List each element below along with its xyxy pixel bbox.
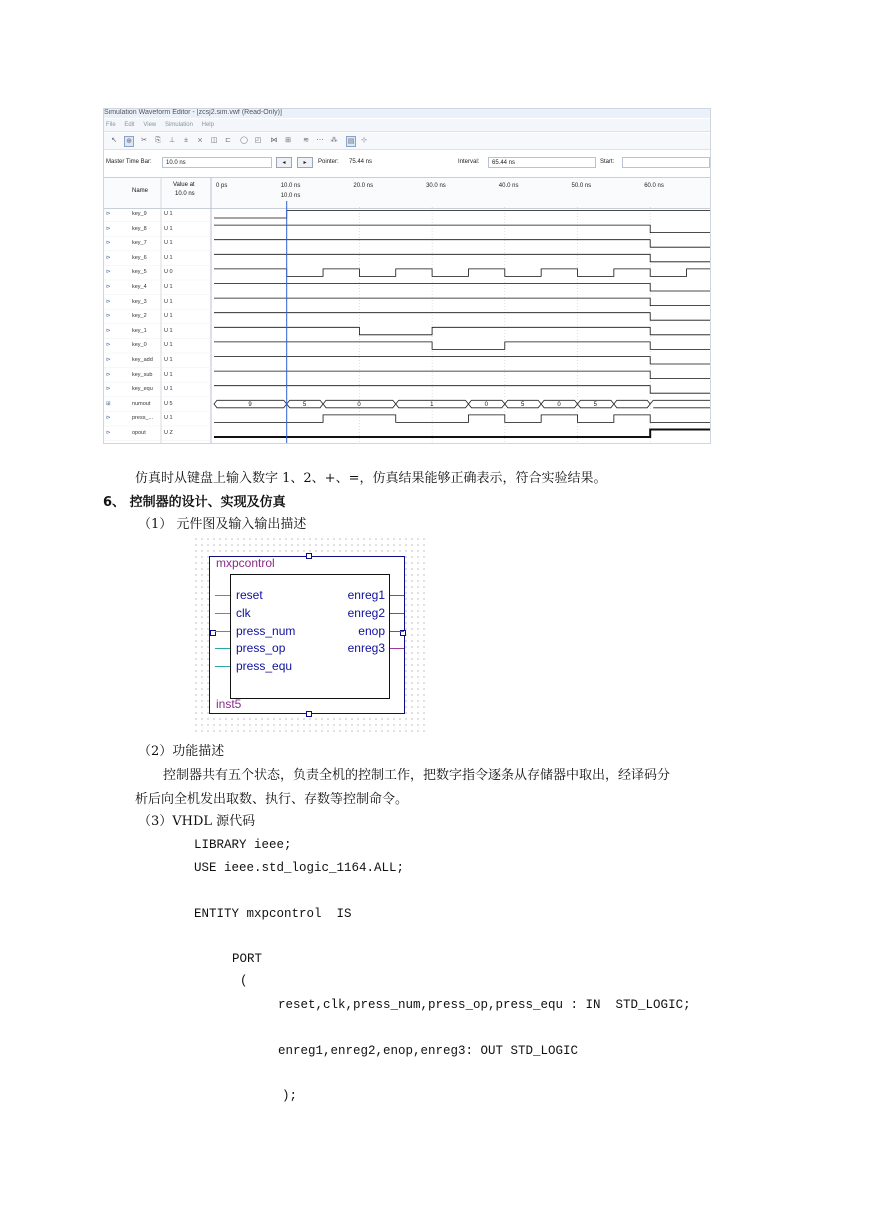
code-line-library: LIBRARY ieee; [194, 838, 292, 852]
input-pin-icon: ⊳ [106, 254, 111, 261]
arbitrary-value-icon[interactable]: ◯ [240, 137, 248, 144]
master-time-bar-label: Master Time Bar: [106, 159, 152, 165]
pin-line-press-op [215, 648, 230, 649]
symbol-instance: inst5 [216, 697, 242, 711]
bus-value-label: 0 [484, 401, 488, 408]
count-value-icon[interactable]: ◫ [210, 137, 218, 144]
value-column-header-2: 10.0 ns [175, 191, 195, 197]
signal-row[interactable] [104, 295, 212, 310]
signal-name: key_0 [132, 342, 147, 349]
signal-value: U 1 [164, 327, 173, 334]
signal-value: U 1 [164, 357, 173, 363]
signal-name: key_1 [132, 327, 147, 334]
simulation-note: 仿真时从键盘上输入数字 1、2、+、=，仿真结果能够正确表示，符合实验结果。 [135, 471, 607, 486]
signal-value: U 5 [164, 400, 173, 407]
snap-grid-icon[interactable]: ≋ [303, 137, 309, 144]
bus-segment [614, 400, 650, 408]
signal-trace [214, 225, 710, 233]
overwrite-icon[interactable]: ▤ [347, 138, 355, 145]
signal-name: opout [132, 430, 146, 436]
prev-transition-button[interactable]: ◂ [276, 157, 292, 168]
signal-row[interactable] [104, 309, 212, 324]
output-pin-icon: ⊳ [106, 430, 111, 436]
bus-value-label: 0 [357, 401, 361, 408]
signal-value: U 0 [164, 269, 173, 276]
time-tick-label: 40.0 ns [498, 183, 519, 189]
signal-name: key_4 [132, 284, 147, 290]
signal-trace [214, 371, 710, 379]
signal-row[interactable] [104, 207, 212, 222]
waveform-editor-screenshot [103, 108, 711, 444]
subsection-1-heading: （1） 元件图及输入输出描述 [138, 517, 307, 532]
signal-name: key_8 [132, 225, 147, 232]
signal-row[interactable] [104, 251, 212, 266]
menu-simulation[interactable]: Simulation [164, 122, 193, 128]
port-enreg2: enreg2 [347, 606, 385, 620]
output-pin-icon: ⊳ [106, 415, 111, 422]
port-clk: clk [236, 606, 251, 620]
input-pin-icon: ⊳ [106, 269, 111, 276]
symbol-name: mxpcontrol [216, 556, 275, 570]
signal-trace [214, 415, 710, 423]
code-line-use: USE ieee.std_logic_1164.ALL; [194, 861, 405, 875]
description-line-2: 析后向全机发出取数、执行、存数等控制命令。 [135, 792, 409, 807]
input-pin-icon: ⊳ [106, 284, 111, 290]
pin-line-enreg1 [390, 595, 404, 596]
forcing-low-icon[interactable]: ⊥ [168, 137, 176, 144]
input-pin-icon: ⊳ [106, 225, 111, 232]
input-pin-icon: ⊳ [106, 327, 111, 334]
signal-name: key_2 [132, 313, 147, 320]
pin-line-enreg3 [390, 648, 404, 649]
bus-value-icon[interactable]: ⋈ [270, 137, 278, 144]
signal-value: U 1 [164, 342, 173, 349]
bus-value-label: 1 [430, 401, 434, 408]
signal-trace [214, 386, 710, 394]
signal-trace [214, 284, 710, 292]
code-line-outputs: enreg1,enreg2,enop,enreg3: OUT STD_LOGIC [278, 1044, 579, 1058]
signal-trace [214, 298, 710, 306]
pin-line-press-equ [215, 666, 230, 667]
bus-b-icon[interactable]: ⊞ [285, 137, 291, 144]
align-icon[interactable]: ⁂ [330, 137, 338, 144]
clock-icon[interactable]: ⊏ [225, 137, 231, 144]
signal-value: U 1 [164, 298, 173, 305]
signal-row[interactable] [104, 382, 212, 397]
signal-name: key_add [132, 357, 153, 363]
code-line-entity: ENTITY mxpcontrol IS [194, 907, 352, 921]
pin-line-clk [215, 613, 230, 614]
bus-value-label: 0 [557, 401, 561, 408]
port-enreg1: enreg1 [347, 588, 385, 602]
symbol-handle-bottom [306, 711, 312, 717]
signal-trace [214, 254, 710, 261]
signal-trace [214, 313, 710, 321]
signal-row[interactable] [104, 236, 212, 251]
signal-name: key_5 [132, 269, 147, 276]
time-tick-label: 50.0 ns [571, 183, 592, 189]
input-pin-icon: ⊳ [106, 371, 111, 378]
invert-icon[interactable]: ⨯ [197, 137, 203, 144]
master-time-bar-field[interactable]: 10.0 ns [162, 157, 272, 168]
pointer-value: 75.44 ns [346, 157, 430, 168]
bus-value-label: 5 [302, 401, 307, 408]
signal-name: key_sub [132, 371, 153, 378]
signal-trace [214, 342, 710, 350]
input-pin-icon: ⊳ [106, 298, 111, 305]
start-label: Start: [600, 159, 615, 165]
window-title: Simulation Waveform Editor - [zcsj2.sim.vwf (Read-Only)] [104, 109, 710, 118]
signal-value: U 1 [164, 240, 173, 247]
signal-name: key_9 [132, 211, 147, 217]
pointer-tool-icon[interactable]: ↖ [111, 137, 117, 144]
input-pin-icon: ⊳ [106, 211, 111, 217]
signal-name: key_6 [132, 254, 147, 261]
cut-icon[interactable]: ✂ [141, 137, 147, 144]
signal-row[interactable] [104, 280, 212, 295]
pin-line-enreg2 [390, 613, 404, 614]
input-pin-icon: ⊳ [106, 313, 111, 320]
subsection-2-heading: （2）功能描述 [138, 744, 225, 759]
input-pin-icon: ⊳ [106, 240, 111, 247]
pin-line-press-num [215, 631, 230, 632]
bus-segment [650, 400, 710, 408]
signal-value: U Z [164, 430, 173, 436]
bus-value-label: 5 [593, 401, 598, 408]
signal-name: numout [132, 400, 151, 407]
port-enreg3: enreg3 [347, 641, 385, 655]
time-tick-label: 30.0 ns [426, 183, 446, 189]
time-tick-label: 0 ps [216, 183, 228, 189]
signal-value: U 1 [164, 225, 173, 232]
signal-value: U 1 [164, 313, 173, 320]
code-line-port: PORT [232, 952, 263, 966]
port-press-num: press_num [236, 624, 296, 638]
code-line-close-paren: ); [282, 1089, 298, 1103]
menu-file[interactable]: File [106, 122, 116, 128]
pointer-label: Pointer: [318, 159, 339, 165]
bus-value-label: 5 [520, 401, 525, 408]
signal-trace [214, 240, 710, 248]
signal-trace [214, 269, 710, 277]
symbol-handle-top [306, 553, 312, 559]
code-line-open-paren: ( [240, 974, 248, 988]
signal-trace [214, 327, 710, 335]
signal-row[interactable] [104, 338, 212, 353]
signal-value: U 1 [164, 254, 173, 261]
signal-name: key_3 [132, 298, 147, 305]
input-pin-icon: ⊳ [106, 386, 111, 393]
menu-help[interactable]: Help [201, 122, 214, 128]
signal-row[interactable] [104, 368, 212, 383]
menu-view[interactable]: View [143, 122, 157, 128]
port-enop: enop [358, 624, 385, 638]
signal-trace [214, 211, 710, 219]
signal-trace [214, 430, 710, 438]
pin-line-reset [215, 595, 230, 596]
port-reset: reset [236, 588, 263, 602]
signal-trace [214, 357, 710, 365]
signal-name: key_7 [132, 240, 147, 247]
interval-value: 65.44 ns [488, 157, 596, 168]
port-press-equ: press_equ [236, 659, 293, 673]
signal-row[interactable] [104, 411, 212, 426]
time-tick-label: 20.0 ns [353, 183, 374, 189]
grid-icon[interactable]: ⊹ [361, 137, 367, 144]
signal-row[interactable] [104, 426, 212, 441]
value-column-header-1: Value at [173, 182, 195, 188]
input-pin-icon: ⊳ [106, 342, 111, 349]
signal-value: U 1 [164, 371, 173, 378]
menu-edit[interactable]: Edit [124, 122, 135, 128]
sort-icon[interactable]: ⋯ [316, 137, 324, 144]
interval-label: Interval: [458, 159, 480, 165]
copy-icon[interactable]: ⎘ [155, 137, 161, 144]
subsection-3-heading: （3）VHDL 源代码 [138, 814, 256, 829]
next-transition-button[interactable]: ▸ [297, 157, 313, 168]
mxpcontrol-symbol [193, 536, 427, 734]
signal-value: U 1 [164, 415, 173, 422]
signal-name: key_equ [132, 386, 153, 393]
name-column-header: Name [132, 188, 149, 194]
description-line-1: 控制器共有五个状态，负责全机的控制工作，把数字指令逐条从存储器中取出，经译码分 [163, 768, 671, 783]
input-pin-icon: ⊳ [106, 357, 111, 363]
bus-value-label: 9 [248, 401, 252, 408]
signal-value: U 1 [164, 386, 173, 393]
signal-row[interactable] [104, 324, 212, 339]
pin-line-enop [390, 631, 404, 632]
zoom-tool-icon[interactable]: ⊕ [124, 136, 134, 147]
forcing-high-icon[interactable]: ± [184, 137, 188, 144]
signal-row[interactable] [104, 397, 212, 412]
bus-output-icon: ⊞ [106, 400, 111, 407]
random-value-icon[interactable]: ◰ [254, 137, 262, 144]
section-6-heading: 6、 控制器的设计、实现及仿真 [103, 495, 286, 510]
time-tick-label: 60.0 ns [644, 183, 664, 189]
code-line-inputs: reset,clk,press_num,press_op,press_equ : IN STD_LOGIC; [278, 998, 691, 1012]
port-press-op: press_op [236, 641, 286, 655]
signal-value: U 1 [164, 284, 173, 290]
signal-row[interactable] [104, 222, 212, 237]
signal-name: press_... [132, 415, 154, 422]
signal-value: U 1 [164, 211, 173, 217]
signal-row[interactable] [104, 353, 212, 368]
cursor-label: 10.0 ns [280, 193, 301, 199]
time-tick-label: 10.0 ns [280, 183, 301, 189]
signal-row[interactable] [104, 265, 212, 280]
